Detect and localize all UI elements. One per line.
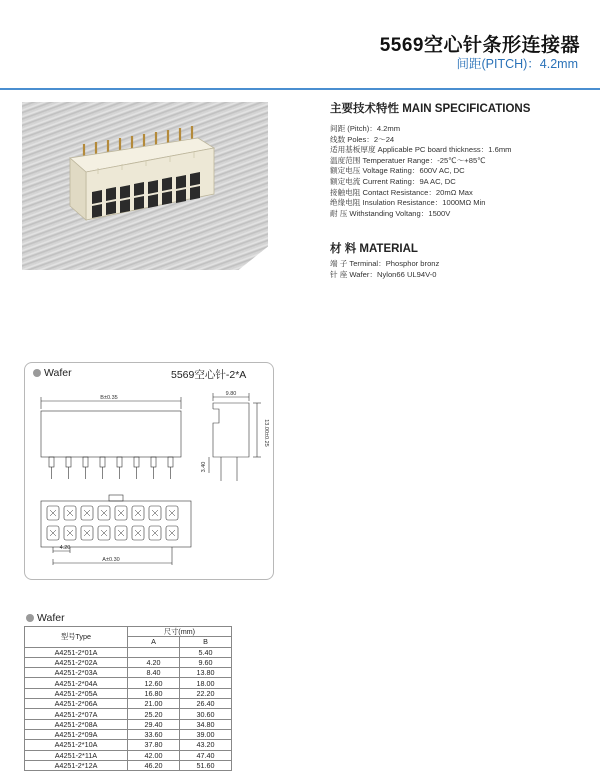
cell-b: 39.00 bbox=[180, 729, 232, 739]
product-photo bbox=[22, 102, 268, 270]
cell-a: 33.60 bbox=[128, 729, 180, 739]
cell-b: 51.60 bbox=[180, 760, 232, 770]
cell-model: A4251-2*06A bbox=[25, 699, 128, 709]
cell-model: A4251-2*11A bbox=[25, 750, 128, 760]
cell-a: 25.20 bbox=[128, 709, 180, 719]
cell-a: 16.80 bbox=[128, 688, 180, 698]
cell-model: A4251-2*10A bbox=[25, 740, 128, 750]
specifications-heading: 主要技术特性 MAIN SPECIFICATIONS bbox=[330, 103, 531, 115]
table-row bbox=[25, 647, 232, 657]
cell-b: 47.40 bbox=[180, 750, 232, 760]
material-item-terminal: 端 子 Terminal：Phosphor bronz bbox=[330, 259, 440, 268]
col-header-b: B bbox=[180, 637, 232, 647]
spec-item-temperature: 温度范围 Temperatuer Range：-25℃～+85℃ bbox=[330, 155, 486, 165]
col-header-a: A bbox=[128, 637, 180, 647]
table-label bbox=[26, 612, 65, 624]
cell-b: 26.40 bbox=[180, 699, 232, 709]
table-row bbox=[25, 657, 232, 667]
cell-b: 43.20 bbox=[180, 740, 232, 750]
spec-item-current: 额定电流 Current Rating：9A AC, DC bbox=[330, 176, 456, 186]
cell-b: 5.40 bbox=[180, 647, 232, 657]
header-divider bbox=[0, 88, 600, 90]
table-row bbox=[25, 709, 232, 719]
drawing-svg bbox=[25, 363, 273, 579]
cell-model: A4251-2*05A bbox=[25, 688, 128, 698]
bullet-icon bbox=[26, 614, 34, 622]
material-heading: 材 料 MATERIAL bbox=[330, 243, 418, 255]
cell-a: 42.00 bbox=[128, 750, 180, 760]
spec-item-pitch: 间距 (Pitch)：4.2mm bbox=[330, 124, 401, 133]
spec-item-contact-resistance: 接触电阻 Contact Resistance：20mΩ Max bbox=[330, 187, 473, 197]
dim-pin-label: 3.40 bbox=[201, 461, 207, 473]
spec-item-insulation-resistance: 绝缘电阻 Insulation Resistance：1000MΩ Min bbox=[330, 198, 486, 208]
table-row bbox=[25, 688, 232, 698]
cell-model: A4251-2*07A bbox=[25, 709, 128, 719]
table-row bbox=[25, 729, 232, 739]
col-header-size: 尺寸(mm) bbox=[128, 627, 232, 637]
table-row bbox=[25, 678, 232, 688]
spec-item-voltage: 额定电压 Voltage Rating：600V AC, DC bbox=[330, 166, 465, 176]
cell-a: 21.00 bbox=[128, 699, 180, 709]
table-body bbox=[25, 647, 232, 771]
page-subtitle: 间距(PITCH)：4.2mm bbox=[456, 57, 578, 71]
material-item-wafer: 针 座 Wafer：Nylon66 UL94V-0 bbox=[330, 270, 437, 279]
cell-a: 29.40 bbox=[128, 719, 180, 729]
table-row bbox=[25, 760, 232, 770]
cell-a bbox=[128, 647, 180, 657]
table-row bbox=[25, 719, 232, 729]
cell-b: 13.80 bbox=[180, 668, 232, 678]
specifications-list bbox=[330, 124, 511, 219]
drawing-label-text: Wafer bbox=[44, 367, 72, 379]
page-title: 5569空心针条形连接器 bbox=[379, 35, 580, 56]
cell-a: 12.60 bbox=[128, 678, 180, 688]
cell-a: 4.20 bbox=[128, 657, 180, 667]
cell-b: 22.20 bbox=[180, 688, 232, 698]
spec-item-withstanding-voltage: 耐 压 Withstanding Voltang：1500V bbox=[330, 208, 451, 218]
connector-illustration bbox=[22, 102, 268, 270]
cell-a: 8.40 bbox=[128, 668, 180, 678]
col-header-model: 型号Type bbox=[25, 627, 128, 648]
cell-model: A4251-2*02A bbox=[25, 657, 128, 667]
cell-model: A4251-2*03A bbox=[25, 668, 128, 678]
cell-model: A4251-2*01A bbox=[25, 647, 128, 657]
cell-b: 18.00 bbox=[180, 678, 232, 688]
spec-item-poles: 线数 Poles：2～24 bbox=[330, 134, 395, 144]
technical-drawing bbox=[24, 362, 274, 580]
table-label-text: Wafer bbox=[37, 612, 65, 624]
dim-pitch-label: 4.20 bbox=[59, 545, 71, 551]
table-row bbox=[25, 750, 232, 760]
dim-depth-label: 9.80 bbox=[225, 391, 237, 397]
cell-b: 9.60 bbox=[180, 657, 232, 667]
dimensions-table bbox=[24, 626, 232, 771]
cell-model: A4251-2*09A bbox=[25, 729, 128, 739]
material-list bbox=[330, 258, 439, 280]
table-row bbox=[25, 668, 232, 678]
spec-item-board-thickness: 适用基板厚度 Applicable PC board thickness：1.6mm bbox=[330, 145, 512, 155]
table-row bbox=[25, 740, 232, 750]
drawing-model: 5569空心针-2*A bbox=[171, 369, 247, 381]
dim-height-label: 13.00±0.25 bbox=[263, 419, 269, 447]
cell-a: 37.80 bbox=[128, 740, 180, 750]
cell-model: A4251-2*04A bbox=[25, 678, 128, 688]
cell-b: 34.80 bbox=[180, 719, 232, 729]
dim-a-label: A±0.30 bbox=[102, 557, 120, 563]
cell-b: 30.60 bbox=[180, 709, 232, 719]
cell-a: 46.20 bbox=[128, 760, 180, 770]
dim-b-label: B±0.35 bbox=[100, 395, 118, 401]
table-row bbox=[25, 699, 232, 709]
cell-model: A4251-2*08A bbox=[25, 719, 128, 729]
cell-model: A4251-2*12A bbox=[25, 760, 128, 770]
